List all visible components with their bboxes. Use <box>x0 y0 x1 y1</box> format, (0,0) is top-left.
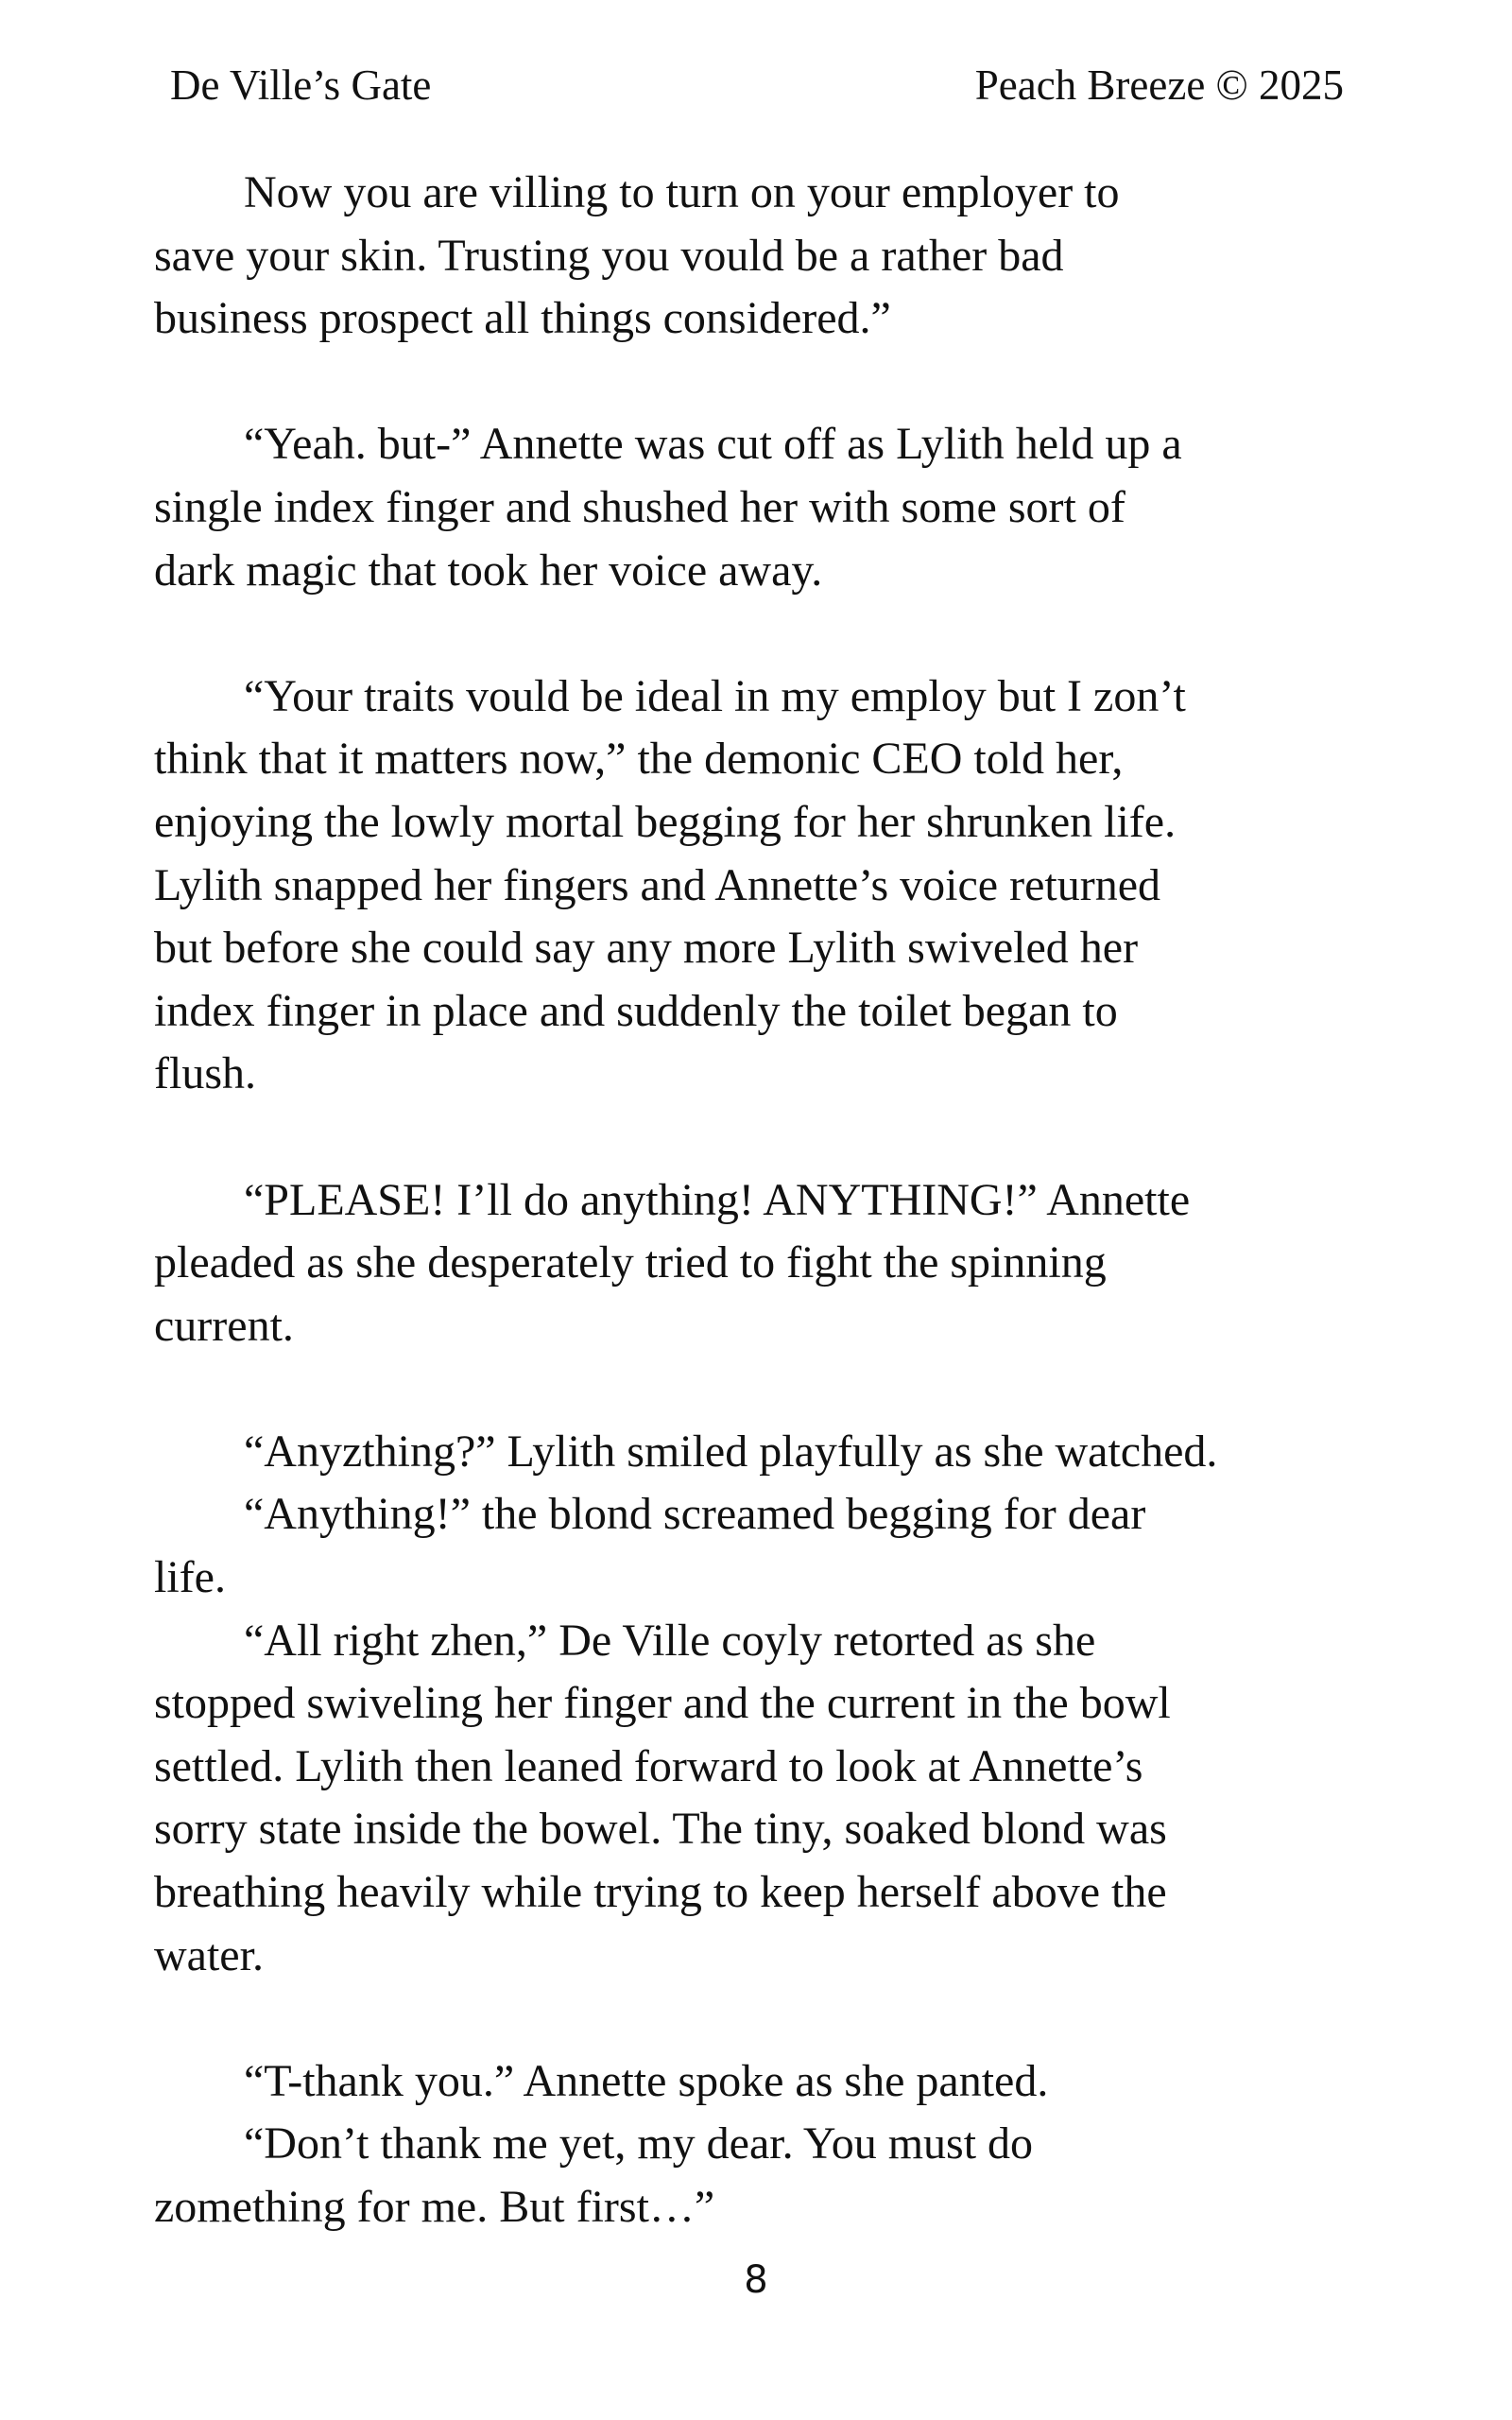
text-line: Now you are villing to turn on your employer to <box>244 167 1120 217</box>
text-line: “T-thank you.” Annette spoke as she panted. <box>244 2055 1049 2106</box>
text-line: “PLEASE! I’ll do anything! ANYTHING!” Annette <box>244 1174 1191 1225</box>
page-number: 8 <box>744 2258 768 2302</box>
text-line: pleaded as she desperately tried to fight the spinning <box>154 1237 1107 1288</box>
body-text <box>154 162 1383 2239</box>
text-line: stopped swiveling her finger and the current in the bowl <box>154 1678 1171 1729</box>
text-line: zomething for me. But first…” <box>154 2182 715 2232</box>
text-line: breathing heavily while trying to keep herself above the <box>154 1867 1167 1918</box>
text-line: life. <box>154 1552 226 1603</box>
text-line: index finger in place and suddenly the toilet began to <box>154 985 1118 1036</box>
running-header-copyright: Peach Breeze © 2025 <box>974 61 1344 109</box>
running-header-title: De Ville’s Gate <box>170 61 432 109</box>
text-line: “Anything!” the blond screamed begging for dear <box>244 1489 1146 1540</box>
text-line: enjoying the lowly mortal begging for her shrunken life. <box>154 796 1177 847</box>
text-line: “All right zhen,” De Ville coyly retorted as she <box>244 1615 1096 1666</box>
text-line: dark magic that took her voice away. <box>154 544 823 596</box>
blank-line <box>154 1357 1383 1421</box>
blank-line <box>154 351 1383 414</box>
blank-line <box>154 1106 1383 1169</box>
text-line: water. <box>154 1929 264 1980</box>
text-line: “Don’t thank me yet, my dear. You must do <box>244 2118 1034 2169</box>
text-line: save your skin. Trusting you vould be a rather bad <box>154 230 1064 281</box>
text-line: “Anyzthing?” Lylith smiled playfully as she watched. <box>244 1426 1218 1477</box>
text-line: business prospect all things considered.” <box>154 293 891 344</box>
text-line: sorry state inside the bowel. The tiny, soaked blond was <box>154 1804 1167 1855</box>
text-line: current. <box>154 1300 294 1351</box>
text-line: single index finger and shushed her with some sort of <box>154 481 1125 532</box>
text-line: flush. <box>154 1048 256 1099</box>
text-line: settled. Lylith then leaned forward to look at Annette’s <box>154 1740 1143 1791</box>
text-line: “Your traits vould be ideal in my employ but I zon’t <box>244 670 1186 721</box>
blank-line <box>154 1987 1383 2050</box>
text-line: “Yeah. but-” Annette was cut off as Lylith held up a <box>244 419 1182 470</box>
text-line: but before she could say any more Lylith swiveled her <box>154 923 1139 974</box>
blank-line <box>154 602 1383 666</box>
text-line: think that it matters now,” the demonic CEO told her, <box>154 734 1124 785</box>
text-line: Lylith snapped her fingers and Annette’s voice returned <box>154 859 1161 910</box>
